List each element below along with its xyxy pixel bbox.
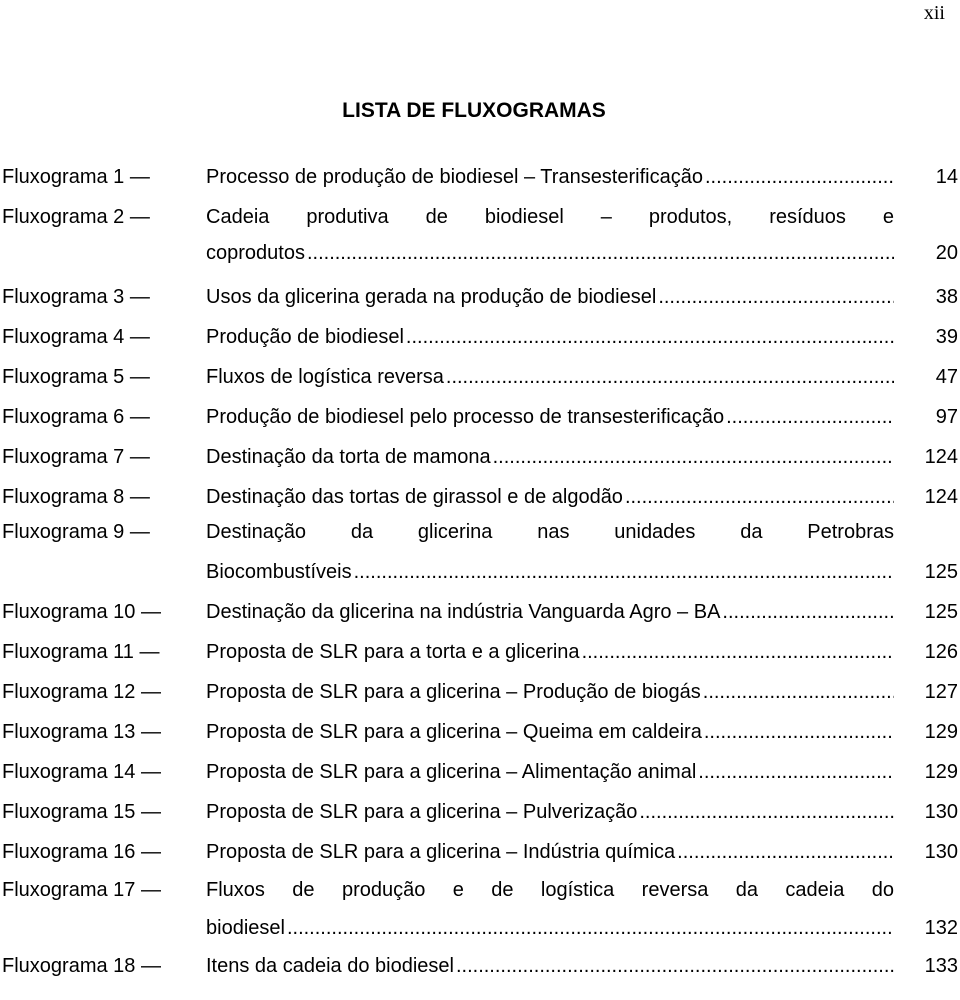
toc-entry[interactable]: [0, 635, 960, 669]
toc-entry-label: Fluxograma 10 —: [2, 601, 161, 623]
toc-entry-page: 125: [924, 601, 958, 623]
toc-entry-label: Fluxograma 15 —: [2, 801, 161, 823]
toc-entry-page: 129: [924, 761, 958, 783]
toc-entry[interactable]: [0, 160, 960, 194]
toc-entry-title: Cadeia produtiva de biodiesel – produtos, resíduos e: [206, 206, 894, 228]
toc-entry-title: Proposta de SLR para a torta e a glicerina .....: [206, 635, 894, 669]
toc-entry-label: Fluxograma 1 —: [2, 166, 150, 188]
toc-entry-title: Usos da glicerina gerada na produção de biodiesel .....: [206, 280, 894, 314]
toc-entry-title: Proposta de SLR para a glicerina – Produção de biogás .....: [206, 675, 894, 709]
toc-entry-page: 124: [924, 486, 958, 508]
toc-entry-title: Destinação da glicerina na indústria Vanguarda Agro – BA .....: [206, 595, 894, 629]
toc-entry-continuation: [0, 911, 960, 945]
toc-entry-title: Fluxos de logística reversa .....: [206, 360, 894, 394]
toc-entry-title: Produção de biodiesel pelo processo de transesterificação .....: [206, 400, 894, 434]
toc-entry[interactable]: [0, 515, 960, 549]
page-title: LISTA DE FLUXOGRAMAS: [342, 99, 606, 122]
toc-entry-label: Fluxograma 8 —: [2, 486, 150, 508]
toc-entry-page: 97: [935, 406, 958, 428]
toc-entry-page: 14: [935, 166, 958, 188]
toc-entry[interactable]: [0, 949, 960, 983]
toc-entry[interactable]: [0, 440, 960, 474]
toc-entry-label: Fluxograma 7 —: [2, 446, 150, 468]
toc-entry[interactable]: [0, 480, 960, 514]
toc-entry-title: Fluxos de produção e de logística reversa da cadeia do: [206, 879, 894, 901]
toc-entry-title-continuation: biodiesel .....: [206, 911, 894, 945]
toc-entry-page: 132: [924, 917, 958, 939]
toc-entry-page: 124: [924, 446, 958, 468]
toc-entry-label: Fluxograma 9 —: [2, 521, 150, 543]
toc-entry-page: 47: [935, 366, 958, 388]
toc-entry-label: Fluxograma 18 —: [2, 955, 161, 977]
toc-entry-label: Fluxograma 14 —: [2, 761, 161, 783]
toc-entry-continuation: [0, 236, 960, 270]
toc-entry-page: 129: [924, 721, 958, 743]
toc-entry-page: 133: [924, 955, 958, 977]
toc-entry-page: 125: [924, 561, 958, 583]
toc-entry-label: Fluxograma 16 —: [2, 841, 161, 863]
toc-entry-label: Fluxograma 13 —: [2, 721, 161, 743]
toc-entry[interactable]: [0, 595, 960, 629]
toc-entry-label: Fluxograma 17 —: [2, 879, 161, 901]
toc-entry-label: Fluxograma 4 —: [2, 326, 150, 348]
toc-entry-label: Fluxograma 5 —: [2, 366, 150, 388]
toc-entry-label: Fluxograma 6 —: [2, 406, 150, 428]
toc-entry-label: Fluxograma 12 —: [2, 681, 161, 703]
toc-entry[interactable]: [0, 320, 960, 354]
toc-entry-continuation: [0, 555, 960, 589]
toc-entry[interactable]: [0, 675, 960, 709]
toc-entry[interactable]: [0, 835, 960, 869]
toc-entry[interactable]: [0, 200, 960, 234]
toc-entry-label: Fluxograma 2 —: [2, 206, 150, 228]
toc-entry-title: Destinação das tortas de girassol e de algodão .....: [206, 480, 894, 514]
toc-entry-title: Destinação da torta de mamona .....: [206, 440, 894, 474]
toc-entry-label: Fluxograma 11 —: [2, 641, 160, 663]
toc-entry-title: Itens da cadeia do biodiesel .....: [206, 949, 894, 983]
toc-entry-page: 20: [935, 242, 958, 264]
toc-entry[interactable]: [0, 360, 960, 394]
toc-entry-title: Processo de produção de biodiesel – Transesterificação .....: [206, 160, 894, 194]
toc-entry-title-continuation: coprodutos .....: [206, 236, 894, 270]
toc-entry-page: 39: [935, 326, 958, 348]
toc-entry-title: Proposta de SLR para a glicerina – Queima em caldeira .....: [206, 715, 894, 749]
toc-entry-page: 130: [924, 801, 958, 823]
toc-entry[interactable]: [0, 795, 960, 829]
toc-entry[interactable]: [0, 755, 960, 789]
toc-entry-label: Fluxograma 3 —: [2, 286, 150, 308]
page-number: xii: [923, 2, 945, 24]
toc-entry-title: Proposta de SLR para a glicerina – Alimentação animal .....: [206, 755, 894, 789]
toc-entry-title-continuation: Biocombustíveis .....: [206, 555, 894, 589]
toc-entry-title: Produção de biodiesel .....: [206, 320, 894, 354]
toc-entry[interactable]: [0, 715, 960, 749]
toc-entry-page: 130: [924, 841, 958, 863]
toc-entry-page: 126: [924, 641, 958, 663]
toc-entry-title: Destinação da glicerina nas unidades da Petrobras: [206, 521, 894, 543]
toc-entry-page: 38: [935, 286, 958, 308]
toc-entry[interactable]: [0, 280, 960, 314]
toc-entry-page: 127: [924, 681, 958, 703]
toc-entry[interactable]: [0, 400, 960, 434]
toc-entry-title: Proposta de SLR para a glicerina – Pulverização .....: [206, 795, 894, 829]
toc-entry[interactable]: [0, 873, 960, 907]
toc-entry-title: Proposta de SLR para a glicerina – Indústria química .....: [206, 835, 894, 869]
